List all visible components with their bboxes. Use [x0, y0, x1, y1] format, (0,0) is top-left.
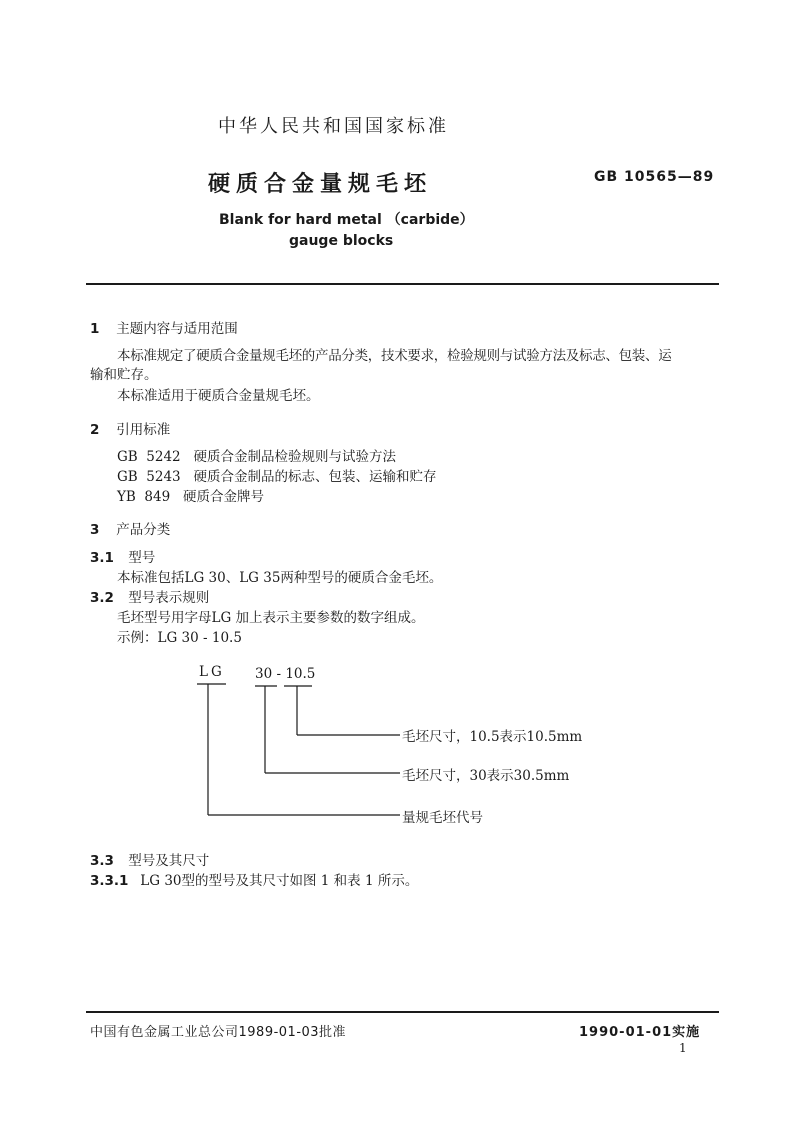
- section-3-2-example: 示例：LG 30 - 10.5: [117, 630, 242, 646]
- footer-issuer: 中国有色金属工业总公司1989-01-03批准: [90, 1025, 347, 1040]
- section-title: 型号表示规则: [128, 590, 210, 606]
- section-1-paragraph-line1: 本标准规定了硬质合金量规毛坯的产品分类，技术要求，检验规则与试验方法及标志、包装、运: [117, 348, 672, 364]
- footer-rule: [86, 1011, 719, 1013]
- diagram-code-label: 30 - 10.5: [255, 666, 316, 682]
- section-3-2-text: 毛坯型号用字母LG 加上表示主要参数的数字组成。: [117, 610, 425, 626]
- section-3-3-1-text: LG 30型的型号及其尺寸如图 1 和表 1 所示。: [140, 873, 419, 889]
- page-number: 1: [679, 1041, 687, 1055]
- section-number: 1: [90, 321, 100, 337]
- section-number: 2: [90, 422, 100, 438]
- section-1-paragraph2: 本标准适用于硬质合金量规毛坯。: [117, 388, 320, 404]
- section-title: 主题内容与适用范围: [116, 321, 238, 337]
- section-1-paragraph-line2: 输和贮存。: [90, 367, 158, 383]
- section-title: 型号及其尺寸: [128, 853, 210, 869]
- reference-item: GB 5242 硬质合金制品检验规则与试验方法: [117, 449, 397, 465]
- reference-item: YB 849 硬质合金牌号: [117, 489, 265, 505]
- section-3-3-1: [90, 869, 418, 889]
- section-number: 3.1: [90, 550, 114, 566]
- diagram-label-10-5: 毛坯尺寸，10.5表示10.5mm: [402, 729, 583, 745]
- diagram-label-30: 毛坯尺寸，30表示30.5mm: [402, 768, 570, 784]
- section-title: 型号: [128, 550, 156, 566]
- reference-item: GB 5243 硬质合金制品的标志、包装、运输和贮存: [117, 469, 437, 485]
- national-standard-heading: 中华人民共和国国家标准: [218, 116, 449, 137]
- section-3-1-text: 本标准包括LG 30、LG 35两种型号的硬质合金毛坯。: [117, 570, 443, 586]
- diagram-lg-label: LG: [199, 664, 225, 680]
- section-number: 3.3.1: [90, 873, 129, 889]
- standard-code: GB 10565—89: [594, 169, 715, 185]
- footer-effective-date: 1990-01-01实施: [579, 1025, 701, 1040]
- document-title-cn: 硬质合金量规毛坯: [208, 172, 433, 197]
- document-title-en-line2: gauge blocks: [289, 233, 394, 249]
- diagram-label-lg: 量规毛坯代号: [402, 810, 483, 826]
- section-number: 3: [90, 522, 100, 538]
- section-number: 3.2: [90, 590, 114, 606]
- section-number: 3.3: [90, 853, 114, 869]
- section-3-3-heading: [90, 849, 209, 869]
- section-title: 引用标准: [116, 422, 171, 438]
- document-title-en-line1: Blank for hard metal （carbide）: [219, 212, 474, 228]
- section-title: 产品分类: [116, 522, 171, 538]
